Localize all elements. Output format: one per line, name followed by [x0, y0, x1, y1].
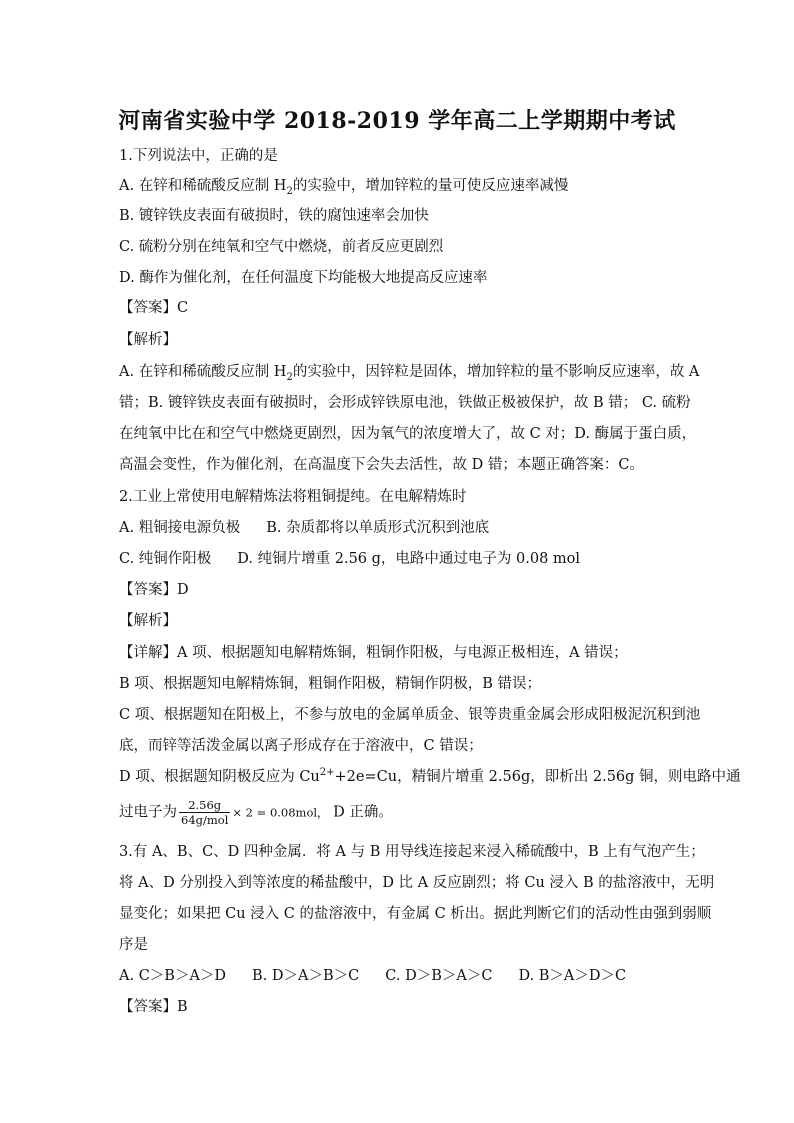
- question-2-option-c: C. 纯铜作阳极: [119, 551, 212, 567]
- question-3-options: [119, 966, 626, 986]
- question-3-stem: 3.有 A、B、C、D 四种金属．将 A 与 B 用导线连接起来浸入稀硫酸中，B 上有气泡产生；: [119, 844, 705, 860]
- question-1-option-b: B. 镀锌铁皮表面有破损时，铁的腐蚀速率会加快: [119, 208, 429, 224]
- fraction: $\frac{2.56g}{\text{64g/mol}}$: [181, 798, 229, 827]
- question-2-explanation-line: B 项、根据题知电解精炼铜，粗铜作阳极，精铜作阴极，B 错误；: [119, 676, 542, 692]
- question-2-explanation-fraction-line: 过电子为 $\frac{2.56g}{\text{64g/mol}}$ × 2 = 0.08mol， D 正确。: [119, 798, 393, 827]
- question-3-stem: 显变化；如果把 Cu 浸入 C 的盐溶液中，有金属 C 析出。据此判断它们的活动性由强到弱顺: [119, 906, 712, 922]
- question-2-stem: 2.工业上常使用电解精炼法将粗铜提纯。在电解精炼时: [119, 489, 467, 505]
- question-3-option-a: A. C＞B＞A＞D: [119, 968, 227, 984]
- question-1-option-d: D. 酶作为催化剂，在任何温度下均能极大地提高反应速率: [119, 270, 488, 286]
- question-1-explanation-line: A. 在锌和稀硫酸反应制 $H_2$的实验中，因锌粒是固体，增加锌粒的量不影响反应速率，故 A: [119, 364, 700, 383]
- question-2-explanation-line: C 项、根据题知在阳极上，不参与放电的金属单质金、银等贵重金属会形成阳极泥沉积到池: [119, 707, 701, 723]
- question-1-answer: 【答案】C: [119, 300, 189, 316]
- question-2-option-d: D. 纯铜片增重 2.56 g，电路中通过电子为 0.08 mol: [237, 551, 581, 567]
- question-1-analysis-label: 【解析】: [119, 332, 177, 348]
- question-3-stem: 将 A、D 分别投入到等浓度的稀盐酸中，D 比 A 反应剧烈；将 Cu 浸入 B 的盐溶液中，无明: [119, 875, 715, 891]
- question-2-answer: 【答案】D: [119, 582, 189, 598]
- question-2-options-row-2: [119, 549, 580, 569]
- question-1-option-a: A. 在锌和稀硫酸反应制 $H_2$的实验中，增加锌粒的量可使反应速率减慢: [119, 178, 569, 197]
- question-2-options-row-1: [119, 518, 489, 538]
- question-2-explanation-line: D 项、根据题知阴极反应为 $Cu^{2+}+2e=Cu$，精铜片增重 2.56g，即析出 2.56g 铜，则电路中通: [119, 767, 741, 785]
- question-1-stem: 1.下列说法中，正确的是: [119, 148, 278, 164]
- question-1-option-c: C. 硫粉分别在纯氧和空气中燃烧，前者反应更剧烈: [119, 239, 444, 255]
- question-2-option-a: A. 粗铜接电源负极: [119, 520, 241, 536]
- page-title: 河南省实验中学 2018-2019 学年高二上学期期中考试: [118, 108, 676, 134]
- question-3-answer: 【答案】B: [119, 999, 188, 1015]
- question-2-option-b: B. 杂质都将以单质形式沉积到池底: [266, 520, 490, 536]
- question-1-explanation-line: 在纯氧中比在和空气中燃烧更剧烈，因为氧气的浓度增大了，故 C 对；D. 酶属于蛋白质，: [119, 426, 697, 442]
- question-3-option-b: B. D＞A＞B＞C: [252, 968, 360, 984]
- question-3-option-d: D. B＞A＞D＞C: [518, 968, 627, 984]
- question-1-explanation-line: 错；B. 镀锌铁皮表面有破损时，会形成锌铁原电池，铁做正极被保护，故 B 错； C. 硫粉: [119, 395, 691, 411]
- question-1-explanation-line: 高温会变性，作为催化剂，在高温度下会失去活性，故 D 错；本题正确答案：C。: [119, 457, 644, 473]
- question-2-explanation-line: 【详解】A 项、根据题知电解精炼铜，粗铜作阳极，与电源正极相连，A 错误；: [119, 645, 628, 661]
- question-3-stem: 序是: [119, 937, 148, 953]
- question-2-explanation-line: 底，而锌等活泼金属以离子形成存在于溶液中，C 错误；: [119, 738, 483, 754]
- question-3-option-c: C. D＞B＞A＞C: [385, 968, 493, 984]
- question-2-analysis-label: 【解析】: [119, 613, 177, 629]
